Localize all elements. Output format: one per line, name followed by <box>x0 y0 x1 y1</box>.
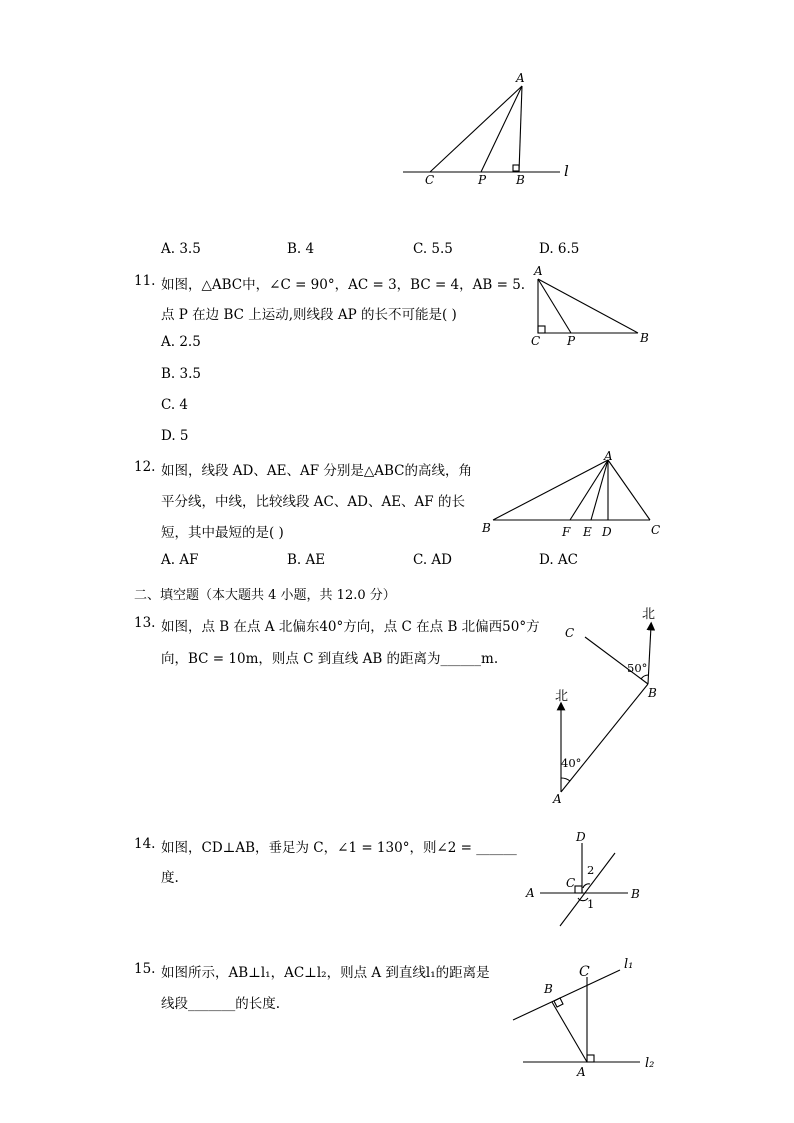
q12-label-c: C <box>651 523 661 537</box>
q10-label-a: A <box>516 71 525 85</box>
q11-label-p: P <box>567 334 576 348</box>
q10-option-c[interactable]: C. 5.5 <box>413 241 453 257</box>
q12-label-e: E <box>583 525 592 539</box>
q14-label-b: B <box>631 887 640 901</box>
q10-option-d[interactable]: D. 6.5 <box>539 241 580 257</box>
q12-figure <box>478 448 668 543</box>
q11-option-c[interactable]: C. 4 <box>161 397 189 413</box>
q13-angle-50: 50° <box>627 661 648 675</box>
q15-text-line1: 如图所示，AB⊥l₁，AC⊥l₂，则点 A 到直线l₁的距离是 <box>161 965 490 981</box>
q10-label-p: P <box>478 173 487 187</box>
section-heading: 二、填空题（本大题共 4 小题，共 12.0 分） <box>134 588 396 603</box>
q12-option-b[interactable]: B. AE <box>287 552 326 568</box>
q15-label-b: B <box>544 982 553 996</box>
q14-angle-2: 2 <box>587 863 595 877</box>
q12-number: 12. <box>134 459 156 475</box>
q11-label-b: B <box>640 331 649 345</box>
q11-figure <box>525 262 660 350</box>
q13-label-c: C <box>565 626 575 640</box>
q14-figure <box>520 828 650 928</box>
q14-label-d: D <box>576 830 586 844</box>
q14-label-c: C <box>566 876 576 890</box>
q12-label-b: B <box>482 521 491 535</box>
q14-text-line2: 度. <box>161 870 179 886</box>
q13-north-label-1: 北 <box>555 689 569 704</box>
q13-label-a: A <box>553 792 562 806</box>
q11-label-c: C <box>531 334 541 348</box>
q11-label-a: A <box>534 264 543 278</box>
q15-label-a: A <box>577 1065 586 1079</box>
q14-text-line1: 如图，CD⊥AB，垂足为 C，∠1 = 130°，则∠2 = ______ <box>161 840 517 856</box>
q10-label-c: C <box>425 173 435 187</box>
q15-figure <box>505 950 675 1080</box>
q12-label-f: F <box>562 525 571 539</box>
q10-label-b: B <box>516 173 525 187</box>
q11-option-a[interactable]: A. 2.5 <box>161 334 201 350</box>
q13-number: 13. <box>134 615 156 631</box>
q15-number: 15. <box>134 961 156 977</box>
q11-number: 11. <box>134 273 156 289</box>
q13-text-line2: 向，BC = 10m，则点 C 到直线 AB 的距离为______m. <box>161 651 499 667</box>
q11-text-line1: 如图，△ABC中，∠C = 90°，AC = 3，BC = 4，AB = 5. <box>161 277 526 293</box>
q10-option-b[interactable]: B. 4 <box>287 241 315 257</box>
q15-label-l2: l₂ <box>645 1056 655 1071</box>
q14-angle-1: 1 <box>587 897 595 911</box>
q13-figure <box>545 600 670 810</box>
q12-text-line3: 短，其中最短的是( ) <box>161 525 284 541</box>
q13-label-b: B <box>648 686 657 700</box>
q12-option-d[interactable]: D. AC <box>539 552 579 568</box>
q11-option-b[interactable]: B. 3.5 <box>161 366 201 382</box>
q13-north-label-2: 北 <box>642 607 656 622</box>
q10-option-a[interactable]: A. 3.5 <box>161 241 201 257</box>
q15-text-line2: 线段_______的长度. <box>161 996 281 1012</box>
q12-option-c[interactable]: C. AD <box>413 552 453 568</box>
q15-label-c: C <box>579 964 590 980</box>
q13-angle-40: 40° <box>561 756 582 770</box>
q12-label-a: A <box>604 449 613 463</box>
q15-label-l1: l₁ <box>624 957 634 972</box>
q11-text-line2: 点 P 在边 BC 上运动,则线段 AP 的长不可能是( ) <box>161 307 457 323</box>
q10-figure <box>395 68 585 188</box>
q10-label-l: l <box>564 162 569 180</box>
q13-text-line1: 如图，点 B 在点 A 北偏东40°方向，点 C 在点 B 北偏西50°方 <box>161 619 540 635</box>
q12-option-a[interactable]: A. AF <box>161 552 199 568</box>
q11-option-d[interactable]: D. 5 <box>161 428 189 444</box>
q12-text-line1: 如图，线段 AD、AE、AF 分别是△ABC的高线，角 <box>161 463 473 479</box>
q14-label-a: A <box>526 886 535 900</box>
q12-label-d: D <box>602 525 612 539</box>
q12-text-line2: 平分线，中线，比较线段 AC、AD、AE、AF 的长 <box>161 494 465 510</box>
q14-number: 14. <box>134 836 156 852</box>
